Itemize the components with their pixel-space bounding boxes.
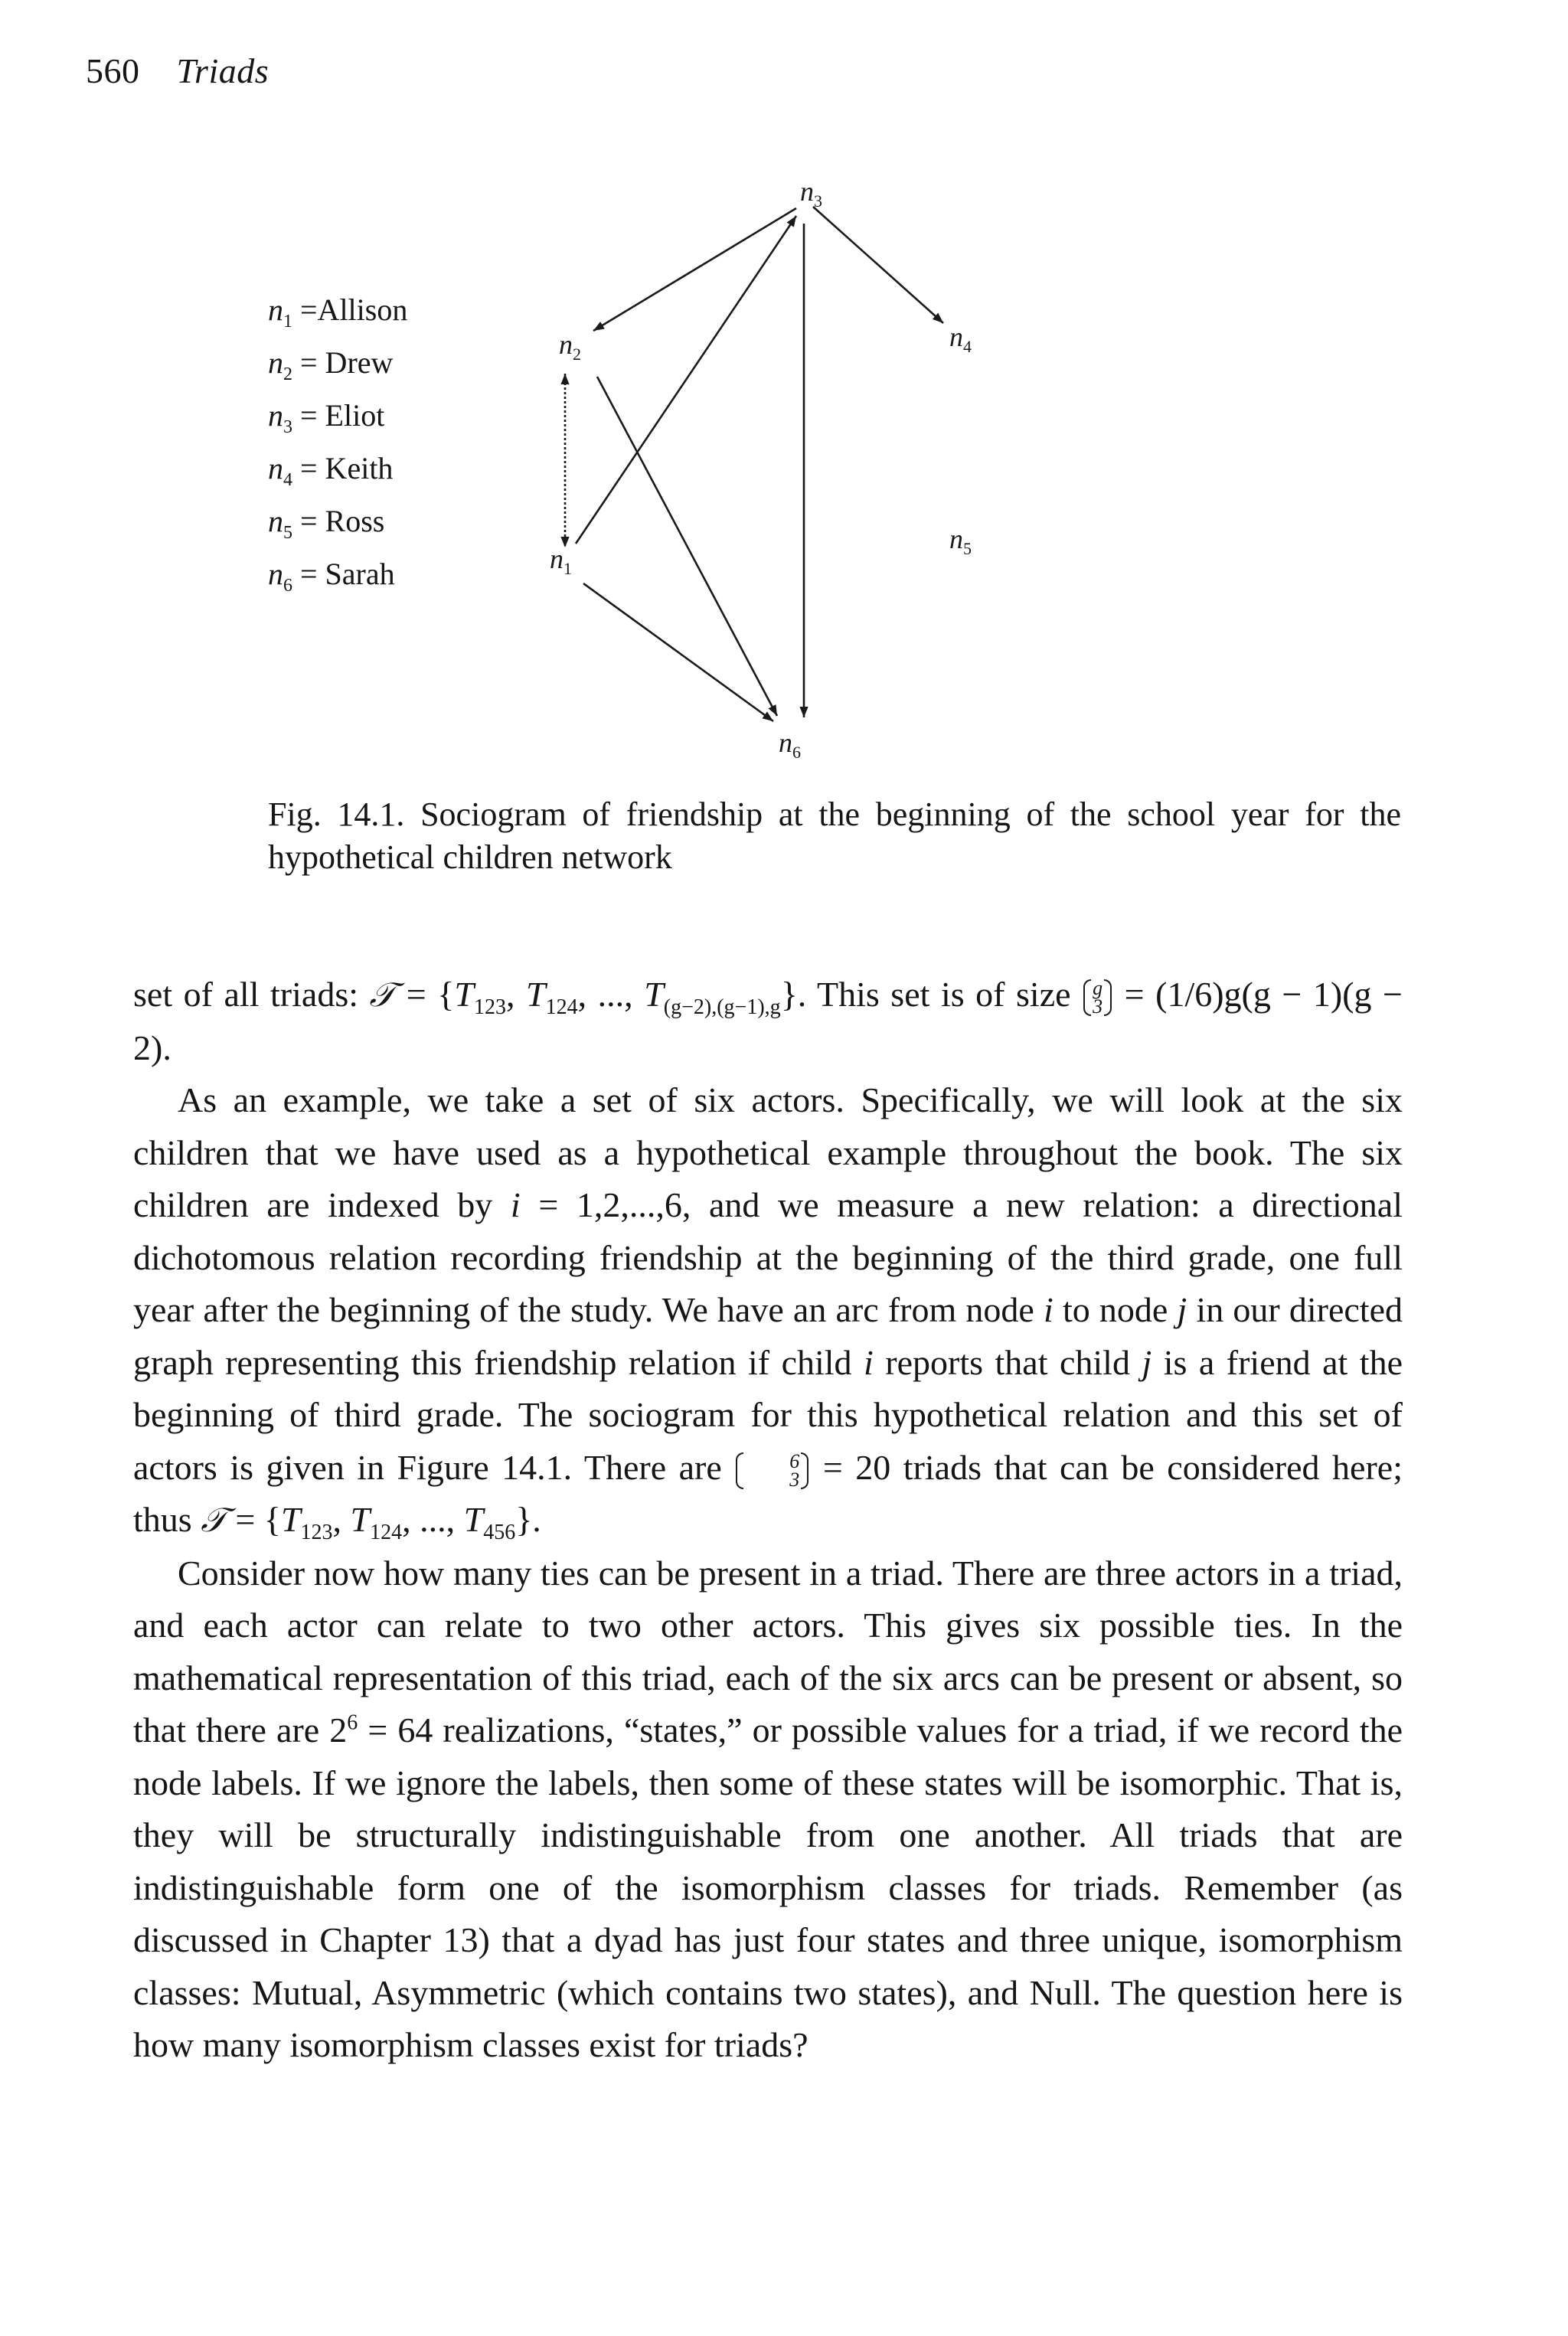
paragraph-2: As an example, we take a set of six actors. Specifically, we will look at the six children that we have used as a hypothetical example throughout the book. The six children are indexed by i = 1,2,...,6, and we measure a new relation: a directional dichotomous relation recording friendship at the beginning of the third grade, one full year after the beginning of the study. We have an arc from node i to node j in our directed graph representing this friendship relation if child i reports that child j is a friend at the beginning of third grade. The sociogram for this hypothetical relation and this set of actors is given in Figure 14.1. There are 6 3 = 20 triads that can be considered here; thus 𝒯 = {$T_{123}$, $T_{124}$, ..., $T_{456}$}. [133, 1080, 1403, 1545]
arc-n2-n6 [597, 377, 777, 716]
figure-caption: Fig. 14.1. Sociogram of friendship at the beginning of the school year for the hypothetical children network [268, 796, 1401, 876]
arc-n3-n4 [813, 207, 943, 323]
node-n3: $n_3$ [800, 176, 822, 211]
body-text [133, 969, 1403, 2072]
node-n4: $n_4$ [949, 322, 972, 356]
legend-row: $n_2$ = Drew [268, 345, 394, 384]
legend-row: $n_1$ =Allison [268, 292, 408, 332]
arc-n1-n3 [576, 216, 796, 544]
paragraph-1: set of all triads: 𝒯 = {$T_{123}$, $T_{124}$, ..., $T_{(g-2),(g-1),g}$}. This set is of size g 3 = (1/6)g(g − 1)(g − 2). [133, 975, 1403, 1067]
legend-name: =Allison [300, 292, 408, 327]
sociogram-diagram [0, 0, 1568, 789]
legend-name: = Keith [300, 451, 394, 485]
legend-name: = Sarah [300, 557, 395, 591]
arc-n1-n6 [583, 583, 773, 721]
node-n5: $n_5$ [949, 524, 972, 558]
binomial: g 3 [1083, 979, 1112, 1016]
legend-row: $n_6$ = Sarah [268, 557, 395, 596]
paragraph-3: Consider now how many ties can be present in a triad. There are three actors in a triad, and each actor can relate to two other actors. This gives six possible ties. In the mathematical representation of this triad, each of the six arcs can be present or absent, so that there are $2^6 = 64$ realizations, “states,” or possible values for a triad, if we record the node labels. If we ignore the labels, then some of these states will be isomorphic. That is, they will be structurally indistinguishable from one another. All triads that are indistinguishable form one of the isomorphism classes for triads. Remember (as discussed in Chapter 13) that a dyad has just four states and three unique, isomorphism classes: Mutual, Asymmetric (which contains two states), and Null. The question here is how many isomorphism classes exist for triads? [133, 1553, 1403, 2064]
legend-row: $n_5$ = Ross [268, 504, 385, 543]
arc-n3-n2 [593, 208, 796, 331]
node-n6: $n_6$ [779, 727, 801, 762]
legend-name: = Ross [300, 504, 385, 538]
binomial: 6 3 [736, 1452, 808, 1489]
node-n1: $n_1$ [550, 544, 572, 578]
legend-row: $n_3$ = Eliot [268, 398, 385, 437]
page-number: 560 [86, 51, 140, 90]
node-n2: $n_2$ [559, 329, 581, 364]
legend-name: = Eliot [300, 398, 385, 433]
legend-row: $n_4$ = Keith [268, 451, 394, 490]
running-title: Triads [176, 51, 270, 90]
legend-name: = Drew [300, 345, 394, 380]
